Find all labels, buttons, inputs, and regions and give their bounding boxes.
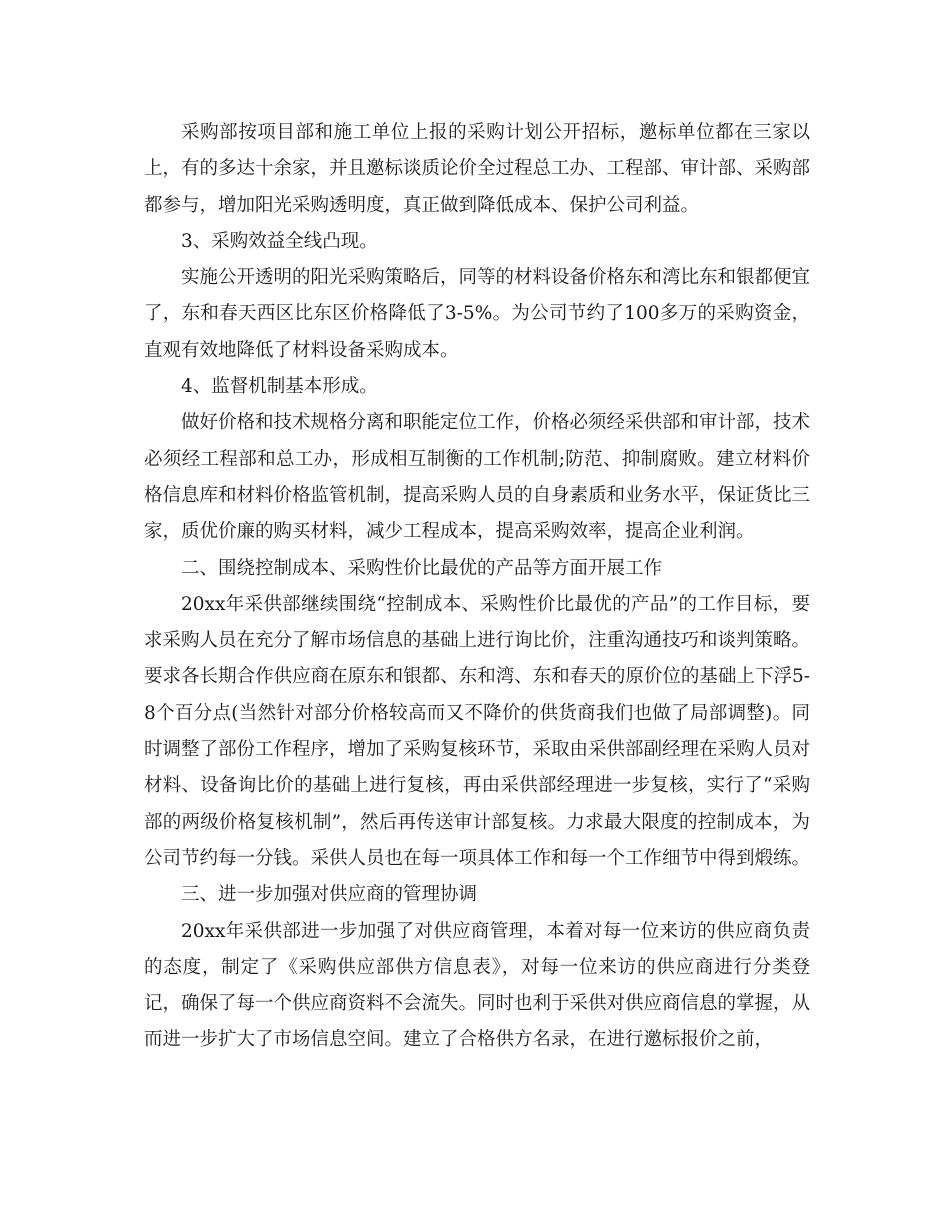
paragraph-procurement-bidding: 采购部按项目部和施工单位上报的采购计划公开招标，邀标单位都在三家以上，有的多达十余家，并且邀标谈质论价全过程总工办、工程部、审计部、采购部都参与，增加阳光采购透明度，真正做到降低成本、保护公司利益。 xyxy=(144,122,811,216)
document-body xyxy=(144,115,810,1059)
paragraph-cost-control: 20xx年采供部继续围绕“控制成本、采购性价比最优的产品”的工作目标，要求采购人员在充分了解市场信息的基础上进行询比价，注重沟通技巧和谈判策略。要求各长期合作供应商在原东和银都、东和湾、东和春天的原价位的基础上下浮5-8个百分点(当然针对部分价格较高而又不降价的供货商我们也做了局部调整)。同时调整了部份工作程序，增加了采购复核环节，采取由采供部副经理在采购人员对材料、设备询比价的基础上进行复核，再由采供部经理进一步复核，实行了“采购部的两级价格复核机制”，然后再传送审计部复核。力求最大限度的控制成本，为公司节约每一分钱。采供人员也在每一项具体工作和每一个工作细节中得到煅练。 xyxy=(144,593,811,869)
paragraph-price-separation: 做好价格和技术规格分离和职能定位工作，价格必须经采供部和审计部，技术必须经工程部和总工办，形成相互制衡的工作机制;防范、抑制腐败。建立材料价格信息库和材料价格监管机制，提高采购人员的自身素质和业务水平，保证货比三家，质优价廉的购买材料，减少工程成本，提高采购效率，提高企业利润。 xyxy=(144,412,811,543)
heading-section-three: 三、进一步加强对供应商的管理协调 xyxy=(181,884,478,906)
heading-procurement-benefits: 3、采购效益全线凸现。 xyxy=(181,230,378,252)
paragraph-supplier-management: 20xx年采供部进一步加强了对供应商管理，本着对每一位来访的供应商负责的态度，制定了《采购供应部供方信息表》，对每一位来访的供应商进行分类登记，确保了每一个供应商资料不会流失。同时也利于采供对供应商信息的掌握，从而进一步扩大了市场信息空间。建立了合格供方名录，在进行邀标报价之前， xyxy=(144,920,811,1051)
heading-section-two: 二、围绕控制成本、采购性价比最优的产品等方面开展工作 xyxy=(181,557,663,579)
heading-supervision-mechanism: 4、监督机制基本形成。 xyxy=(181,376,378,398)
paragraph-cost-savings: 实施公开透明的阳光采购策略后，同等的材料设备价格东和湾比东和银都便宜了，东和春天西区比东区价格降低了3-5%。为公司节约了100多万的采购资金，直观有效地降低了材料设备采购成本。 xyxy=(144,267,811,361)
